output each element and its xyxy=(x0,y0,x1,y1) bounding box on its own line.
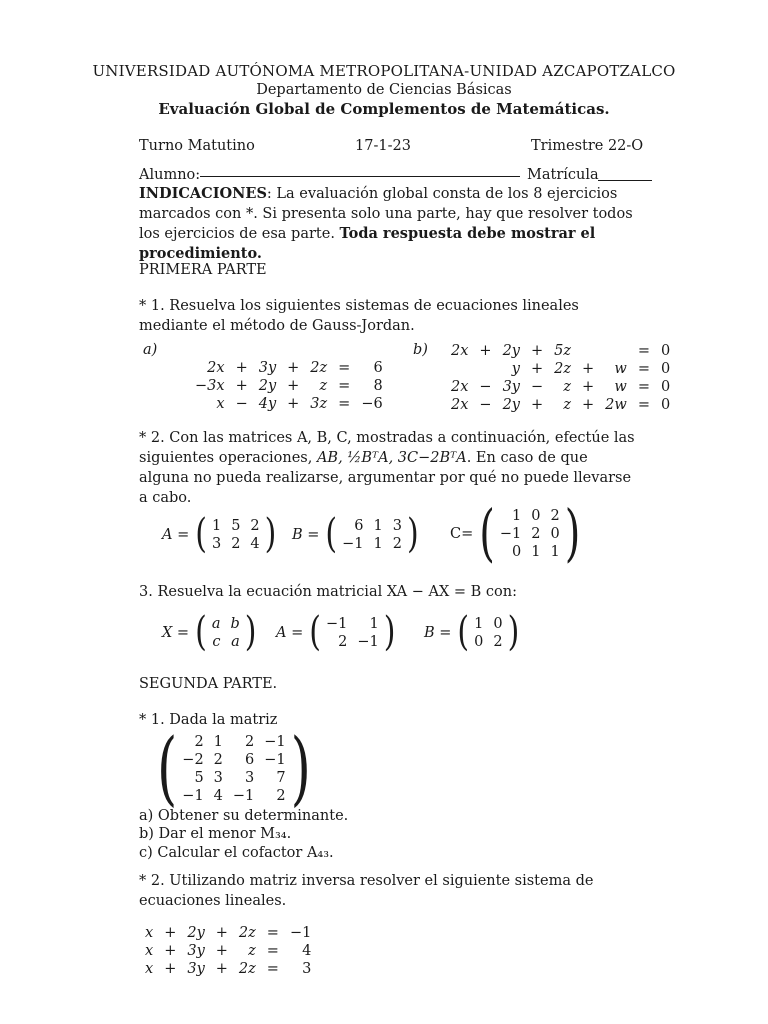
equation-operator: + xyxy=(164,961,177,977)
matrix-entry: c xyxy=(212,634,221,650)
equation-row xyxy=(446,378,675,396)
instructions xyxy=(139,184,635,264)
matrix-entry: 7 xyxy=(276,770,286,786)
matrix-X-label: X = xyxy=(162,625,190,641)
equation-term: 2y xyxy=(187,925,205,941)
part2-ex1-text: * 1. Dada la matriz xyxy=(139,712,278,728)
matrix-entry: 1 xyxy=(211,518,222,534)
equation-operator: − xyxy=(235,396,248,412)
matrix-entry: a xyxy=(211,616,221,632)
matrix-entry: 1 xyxy=(531,544,541,560)
matrix-entry: 2 xyxy=(531,526,541,542)
equation-term: 3y xyxy=(187,943,205,959)
matrix-entry: −1 xyxy=(499,526,522,542)
matrix-entry: b xyxy=(230,616,240,632)
matrix-row xyxy=(469,633,507,651)
matrix-entry: 6 xyxy=(245,752,255,768)
matrix-entry: 6 xyxy=(354,518,364,534)
equation-term: 3y xyxy=(258,360,277,376)
left-paren: ( xyxy=(195,510,207,558)
matrix-B-ex3 xyxy=(424,608,520,656)
part1-heading: PRIMERA PARTE xyxy=(139,262,267,278)
matrix-entry: 0 xyxy=(512,544,522,560)
matrix-entry: 0 xyxy=(474,634,484,650)
matrix-row xyxy=(337,517,407,535)
equation-row xyxy=(140,924,316,942)
left-paren: ( xyxy=(309,608,321,656)
equation-operator: = xyxy=(266,925,279,941)
matrix-row xyxy=(321,633,384,651)
instructions-text: : La evaluación global consta de los 8 ejercicios marcados con *. Si presenta solo una parte, hay que resolver todos los ejercicios de esa parte. xyxy=(139,186,633,242)
equation-operator: = xyxy=(637,343,650,359)
equation-term: 3z xyxy=(310,396,328,412)
matrix-B-label: B = xyxy=(292,527,320,543)
item-c: c) Calcular el cofactor A₄₃. xyxy=(139,845,334,861)
equation-term: 3 xyxy=(302,961,312,977)
matrix-row xyxy=(495,525,565,543)
matrix-entry: 5 xyxy=(194,770,204,786)
equation-operator: − xyxy=(479,379,492,395)
equation-operator: + xyxy=(164,943,177,959)
matrix-A xyxy=(162,510,277,558)
matrix-4x4 xyxy=(157,722,311,816)
equation-term: 4 xyxy=(302,943,312,959)
equation-term: 0 xyxy=(660,343,671,359)
item-a: a) Obtener su determinante. xyxy=(139,808,349,824)
right-paren: ) xyxy=(406,510,419,558)
equation-term: w xyxy=(614,379,627,395)
equation-operator: + xyxy=(215,961,228,977)
matrix-entry: 0 xyxy=(493,616,503,632)
right-paren: ) xyxy=(264,510,277,558)
right-paren: ) xyxy=(383,608,396,656)
university-name: UNIVERSIDAD AUTÓNOMA METROPOLITANA-UNIDAD AZCAPOTZALCO xyxy=(92,62,676,80)
system-a xyxy=(190,359,388,413)
equation-term: z xyxy=(248,943,256,959)
ex2-text-a: * 2. Con las matrices A, B, C, mostradas a continuación, efectúe las siguientes operaciones, xyxy=(139,430,635,466)
matrix-A-ex3 xyxy=(276,608,396,656)
matrix-X xyxy=(162,608,257,656)
matrix-entry: −1 xyxy=(325,616,348,632)
matrix-A-label: A = xyxy=(162,527,190,543)
equation-term xyxy=(600,342,632,360)
matrix-entry: 2 xyxy=(493,634,503,650)
matrix-entry: 1 xyxy=(373,536,383,552)
equation-term: 2w xyxy=(605,397,627,413)
equation-row xyxy=(190,359,388,377)
equation-row xyxy=(446,342,675,360)
matrix-entry: 1 xyxy=(512,508,522,524)
equation-term: 2z xyxy=(554,361,572,377)
ex2-operations: AB, ½BᵀA, 3C−2BᵀA xyxy=(316,450,467,466)
term-label: Trimestre 22-O xyxy=(531,138,644,154)
matrix-entry: 1 xyxy=(550,544,560,560)
matrix-entry: 0 xyxy=(531,508,541,524)
equation-operator: + xyxy=(530,361,544,377)
equation-term: −3x xyxy=(195,378,225,394)
equation-term xyxy=(446,360,473,378)
equation-term: 2z xyxy=(238,925,256,941)
equation-term: 2x xyxy=(207,360,225,376)
equation-operator: = xyxy=(338,360,351,376)
matrix-row xyxy=(495,507,565,525)
equation-term: x xyxy=(145,943,154,959)
right-paren: ) xyxy=(564,498,581,570)
system-a-label: a) xyxy=(143,342,158,358)
left-paren: ( xyxy=(479,498,495,570)
matrix-row xyxy=(207,615,245,633)
system-part2 xyxy=(140,924,316,978)
left-paren: ( xyxy=(157,722,178,816)
matrix-row xyxy=(207,517,265,535)
matrix-entry: 1 xyxy=(213,734,223,750)
matrix-entry: 2 xyxy=(194,734,204,750)
equation-operator: + xyxy=(235,360,248,376)
id-number-line[interactable] xyxy=(598,180,652,181)
equation-operator: = xyxy=(637,361,650,377)
instructions-emphasis: Toda respuesta debe mostrar el procedimiento. xyxy=(139,225,596,262)
matrix-entry: a xyxy=(231,634,240,650)
matrix-entry: −1 xyxy=(357,634,379,650)
matrix-entry: 1 xyxy=(474,616,484,632)
matrix-B-label: B = xyxy=(424,625,452,641)
equation-term: 3y xyxy=(187,961,205,977)
equation-term: 2y xyxy=(502,397,520,413)
matrix-row xyxy=(177,733,290,751)
matrix-entry: 3 xyxy=(392,518,402,534)
equation-operator: + xyxy=(530,397,544,413)
equation-operator: + xyxy=(530,343,544,359)
equation-operator: = xyxy=(637,397,650,413)
matrix-entry: 3 xyxy=(213,770,223,786)
equation-operator: = xyxy=(637,379,650,395)
student-label: Alumno: xyxy=(139,167,201,183)
matrix-entry: 1 xyxy=(373,518,383,534)
equation-term: y xyxy=(511,361,520,377)
item-b: b) Dar el menor M₃₄. xyxy=(139,826,292,842)
equation-operator: + xyxy=(287,378,300,394)
equation-operator: + xyxy=(479,343,492,359)
equation-term: 2y xyxy=(258,378,277,394)
equation-term: 0 xyxy=(660,361,671,377)
equation-term: 8 xyxy=(373,378,383,394)
equation-operator: − xyxy=(479,397,492,413)
equation-operator: = xyxy=(338,396,351,412)
matrix-row xyxy=(207,633,245,651)
part2-heading: SEGUNDA PARTE. xyxy=(139,676,278,692)
matrix-entry: 3 xyxy=(245,770,255,786)
system-b-label: b) xyxy=(413,342,428,358)
matrix-row xyxy=(207,535,265,553)
matrix-entry: −1 xyxy=(232,788,255,804)
matrix-entry: 3 xyxy=(211,536,222,552)
matrix-row xyxy=(177,751,290,769)
equation-operator: + xyxy=(235,378,248,394)
system-b xyxy=(446,342,675,414)
right-paren: ) xyxy=(507,608,520,656)
matrix-B xyxy=(292,510,419,558)
equation-term: x xyxy=(145,925,154,941)
matrix-entry: 2 xyxy=(550,508,560,524)
matrix-entry: −1 xyxy=(264,734,286,750)
matrix-entry: 2 xyxy=(276,788,286,804)
equation-row xyxy=(446,360,675,378)
part1-ex2-text xyxy=(139,428,635,508)
equation-term: 2z xyxy=(238,961,256,977)
matrix-row xyxy=(321,615,384,633)
right-paren: ) xyxy=(244,608,257,656)
equation-operator: + xyxy=(582,379,595,395)
student-name-line[interactable] xyxy=(200,176,520,177)
equation-term: −6 xyxy=(361,396,383,412)
equation-term: 5z xyxy=(554,343,572,359)
exam-date: 17-1-23 xyxy=(355,138,411,154)
left-paren: ( xyxy=(195,608,207,656)
left-paren: ( xyxy=(325,510,338,558)
equation-row xyxy=(190,377,388,395)
equation-row xyxy=(140,942,316,960)
matrix-C-label: C= xyxy=(450,526,474,542)
equation-operator: + xyxy=(215,925,228,941)
equation-term: z xyxy=(319,378,328,394)
equation-operator: + xyxy=(287,396,300,412)
equation-term: −1 xyxy=(289,925,312,941)
matrix-entry: 2 xyxy=(338,634,348,650)
instructions-label: INDICACIONES xyxy=(139,185,267,202)
equation-term xyxy=(473,360,497,378)
equation-term: 3y xyxy=(502,379,520,395)
matrix-row xyxy=(177,787,290,805)
equation-term: 6 xyxy=(373,360,383,376)
id-label: Matrícula xyxy=(527,167,599,183)
equation-row xyxy=(190,395,388,413)
shift-label: Turno Matutino xyxy=(139,138,255,154)
matrix-entry: 4 xyxy=(213,788,223,804)
matrix-entry: 5 xyxy=(231,518,241,534)
matrix-row xyxy=(177,769,290,787)
ex2-text-b: . En caso de que alguna no pueda realizarse, argumentar por qué no puede llevarse a cabo. xyxy=(139,450,632,506)
equation-term: x xyxy=(216,396,225,412)
equation-term: 2y xyxy=(502,343,520,359)
equation-term xyxy=(576,342,600,360)
matrix-entry: 1 xyxy=(369,616,379,632)
matrix-entry: −1 xyxy=(342,536,364,552)
equation-term: z xyxy=(563,397,572,413)
left-paren: ( xyxy=(457,608,470,656)
matrix-entry: 2 xyxy=(392,536,402,552)
equation-operator: + xyxy=(215,943,228,959)
matrix-row xyxy=(337,535,407,553)
equation-term: z xyxy=(563,379,572,395)
matrix-entry: 2 xyxy=(245,734,255,750)
equation-row xyxy=(446,396,675,414)
equation-term: 2x xyxy=(451,379,469,395)
equation-operator: + xyxy=(164,925,177,941)
department-name: Departamento de Ciencias Básicas xyxy=(256,82,512,98)
equation-term: 2x xyxy=(451,343,469,359)
equation-row xyxy=(140,960,316,978)
equation-operator: = xyxy=(338,378,351,394)
matrix-row xyxy=(495,543,565,561)
equation-term: w xyxy=(614,361,627,377)
matrix-A-label: A = xyxy=(276,625,304,641)
equation-operator: − xyxy=(530,379,544,395)
equation-operator: = xyxy=(266,961,279,977)
matrix-row xyxy=(469,615,507,633)
matrix-entry: 4 xyxy=(250,536,260,552)
equation-term: 0 xyxy=(660,397,671,413)
matrix-entry: 2 xyxy=(231,536,241,552)
matrix-C xyxy=(450,498,581,570)
right-paren: ) xyxy=(290,722,311,816)
matrix-entry: −1 xyxy=(182,788,204,804)
equation-term: 2x xyxy=(451,397,469,413)
part1-ex1-text: * 1. Resuelva los siguientes sistemas de ecuaciones lineales mediante el método de Gauss-Jordan. xyxy=(139,298,579,334)
matrix-entry: −2 xyxy=(182,752,204,768)
equation-term: 4y xyxy=(258,396,277,412)
matrix-entry: −1 xyxy=(264,752,286,768)
equation-term: 0 xyxy=(660,379,671,395)
matrix-entry: 0 xyxy=(550,526,560,542)
matrix-entry: 2 xyxy=(250,518,260,534)
matrix-entry: 2 xyxy=(213,752,223,768)
exam-title: Evaluación Global de Complementos de Matemáticas. xyxy=(158,100,610,118)
equation-term: x xyxy=(145,961,154,977)
equation-operator: + xyxy=(287,360,300,376)
equation-operator: + xyxy=(582,397,595,413)
equation-operator: + xyxy=(582,361,595,377)
part2-ex2-text: * 2. Utilizando matriz inversa resolver el siguiente sistema de ecuaciones lineales. xyxy=(139,873,594,909)
equation-term: 2z xyxy=(310,360,328,376)
part1-ex3-text: 3. Resuelva la ecuación matricial XA − AX = B con: xyxy=(139,584,517,600)
equation-operator: = xyxy=(266,943,279,959)
